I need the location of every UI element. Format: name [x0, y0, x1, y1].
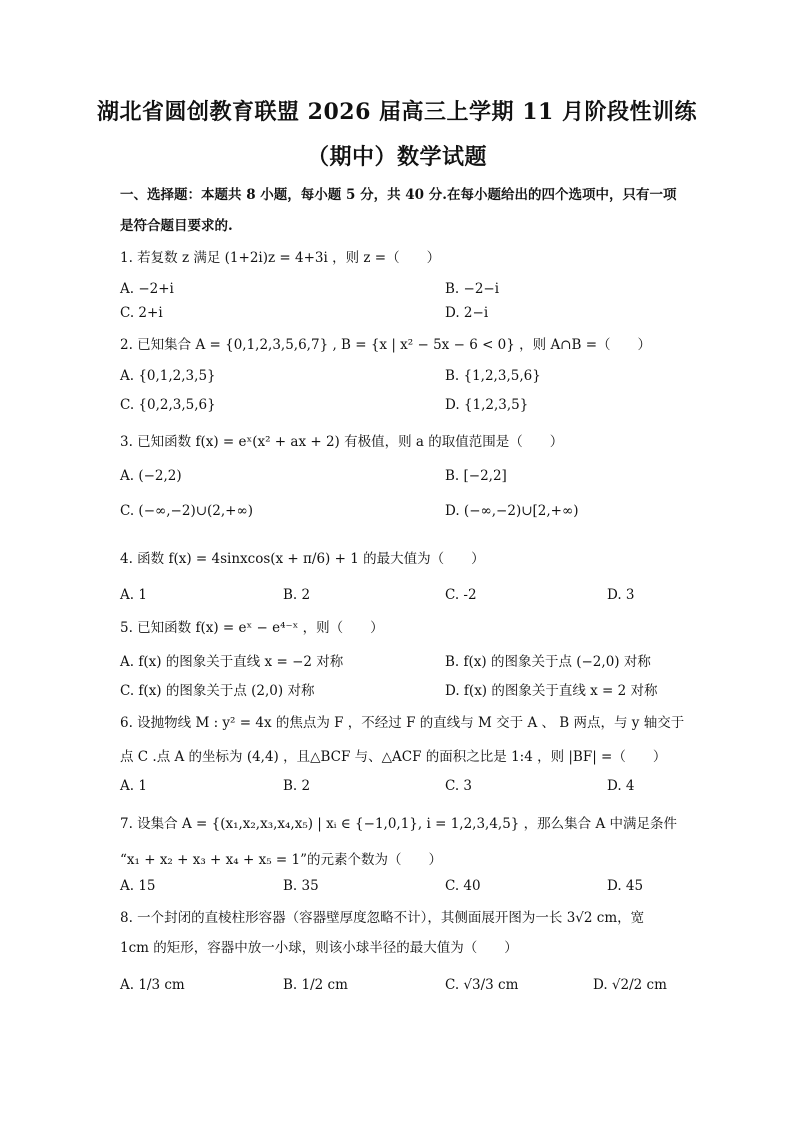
title-line-2: （期中）数学试题: [306, 144, 487, 170]
q7-option-d: D. 45: [607, 878, 644, 894]
question-8-stem-line-1: 8. 一个封闭的直棱柱形容器（容器壁厚度忽略不计），其侧面展开图为一长 3√2 cm，宽: [120, 910, 645, 926]
q8-option-a: A. 1/3 cm: [120, 977, 185, 993]
q5-option-c: C. f(x) 的图象关于点 (2,0) 对称: [120, 683, 315, 699]
question-7-stem-line-1: 7. 设集合 A = {(x₁,x₂,x₃,x₄,x₅) | xᵢ ∈ {−1,0,1}, i = 1,2,3,4,5} ，那么集合 A 中满足条件: [120, 816, 678, 832]
question-7-stem-line-2: “x₁ + x₂ + x₃ + x₄ + x₅ = 1”的元素个数为（ ）: [120, 852, 442, 868]
q1-option-c: C. 2+i: [120, 305, 163, 321]
q6-option-c: C. 3: [445, 778, 473, 794]
q8-option-d: D. √2/2 cm: [593, 977, 667, 993]
question-2-stem: 2. 已知集合 A = {0,1,2,3,5,6,7} , B = {x | x² − 5x − 6 < 0} ，则 A∩B =（ ）: [120, 337, 652, 353]
q6-option-a: A. 1: [120, 778, 147, 794]
q5-option-b: B. f(x) 的图象关于点 (−2,0) 对称: [445, 654, 651, 670]
q6-option-b: B. 2: [283, 778, 311, 794]
q3-option-c: C. (−∞,−2)∪(2,+∞): [120, 503, 253, 519]
q3-option-d: D. (−∞,−2)∪[2,+∞): [445, 503, 579, 519]
q2-option-d: D. {1,2,3,5}: [445, 397, 529, 413]
question-6-stem-line-1: 6. 设抛物线 M : y² = 4x 的焦点为 F ，不经过 F 的直线与 M 交于 A 、 B 两点，与 y 轴交于: [120, 715, 685, 731]
q2-option-c: C. {0,2,3,5,6}: [120, 397, 216, 413]
q4-option-a: A. 1: [120, 587, 147, 603]
q2-option-a: A. {0,1,2,3,5}: [120, 368, 216, 384]
question-4-stem: 4. 函数 f(x) = 4sinxcos(x + π/6) + 1 的最大值为（ ）: [120, 551, 485, 567]
q3-option-a: A. (−2,2): [120, 468, 182, 484]
question-1-stem: 1. 若复数 z 满足 (1+2i)z = 4+3i ，则 z =（ ）: [120, 250, 441, 266]
q4-option-c: C. -2: [445, 587, 477, 603]
q7-option-c: C. 40: [445, 878, 481, 894]
q8-option-b: B. 1/2 cm: [283, 977, 348, 993]
q7-option-b: B. 35: [283, 878, 319, 894]
q1-option-d: D. 2−i: [445, 305, 489, 321]
q4-option-b: B. 2: [283, 587, 311, 603]
q7-option-a: A. 15: [120, 878, 156, 894]
q3-option-b: B. [−2,2]: [445, 468, 507, 484]
q1-option-a: A. −2+i: [120, 281, 174, 297]
question-8-stem-line-2: 1cm 的矩形，容器中放一小球，则该小球半径的最大值为（ ）: [120, 940, 518, 956]
title-line-1: 湖北省圆创教育联盟 2026 届高三上学期 11 月阶段性训练: [97, 99, 697, 125]
q5-option-d: D. f(x) 的图象关于直线 x = 2 对称: [445, 683, 658, 699]
q4-option-d: D. 3: [607, 587, 635, 603]
q8-option-c: C. √3/3 cm: [445, 977, 519, 993]
q1-option-b: B. −2−i: [445, 281, 500, 297]
q5-option-a: A. f(x) 的图象关于直线 x = −2 对称: [120, 654, 344, 670]
question-6-stem-line-2: 点 C .点 A 的坐标为 (4,4) ，且△BCF 与、△ACF 的面积之比是 1:4 ，则 |BF| =（ ）: [120, 749, 667, 765]
question-5-stem: 5. 已知函数 f(x) = eˣ − e⁴⁻ˣ ，则（ ）: [120, 620, 384, 636]
question-3-stem: 3. 已知函数 f(x) = eˣ(x² + ax + 2) 有极值，则 a 的取值范围是（ ）: [120, 434, 564, 450]
q6-option-d: D. 4: [607, 778, 635, 794]
section-heading: 一、选择题：本题共 8 小题，每小题 5 分，共 40 分.在每小题给出的四个选项中，只有一项是符合题目要求的.: [120, 187, 677, 234]
q2-option-b: B. {1,2,3,5,6}: [445, 368, 541, 384]
